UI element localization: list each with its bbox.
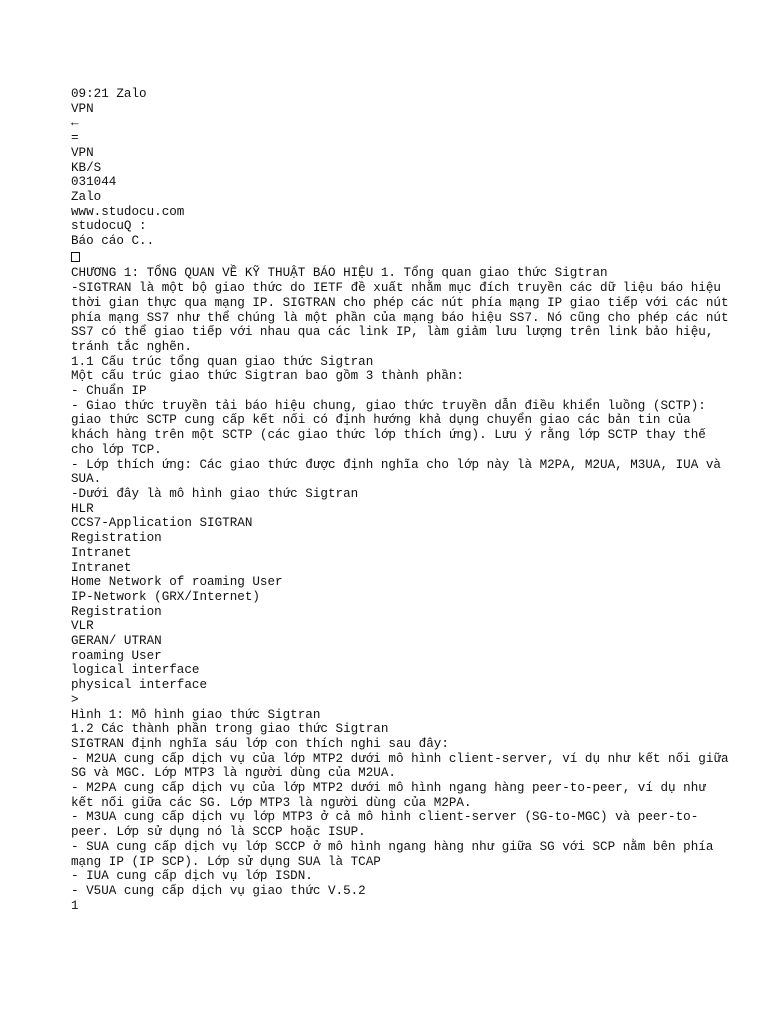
list-item: - V5UA cung cấp dịch vụ giao thức V.5.2	[71, 883, 366, 898]
diagram-label: VLR	[71, 619, 94, 634]
diagram-label: CCS7-Application SIGTRAN	[71, 516, 253, 531]
vpn-label-2: VPN	[71, 145, 94, 160]
back-arrow-icon[interactable]: ←	[71, 116, 79, 131]
url-text[interactable]: www.studocu.com	[71, 204, 185, 219]
paragraph-intro: -SIGTRAN là một bộ giao thức do IETF đề xuất nhằm mục đích truyền các dữ liệu báo hiệu thời gian thực qua mạng IP. SIGTRAN cho phép các nút phía mạng IP giao tiếp với các nút phía mạng SS7 như thể chúng là một phần của mạng báo hiệu SS7. Nó cũng cho phép các nút SS7 có thể giao tiếp với nhau qua các link IP, làm giảm lưu lượng trên link bảo hiệu, tránh tắc nghẽn.	[71, 281, 737, 354]
list-item: - M2UA cung cấp dịch vụ của lớp MTP2 dưới mô hình client-server, ví dụ như kết nối giữa SG và MGC. Lớp MTP3 là người dùng của M2UA.	[71, 751, 737, 781]
list-item: - M2PA cung cấp dịch vụ của lớp MTP2 dưới mô hình ngang hàng peer-to-peer, ví dụ như kết nối giữa các SG. Lớp MTP3 là người dùng của M2PA.	[71, 781, 714, 810]
speed-unit: KB/S	[71, 160, 102, 175]
paragraph: SIGTRAN định nghĩa sáu lớp con thích nghi sau đây:	[71, 736, 449, 751]
diagram-label: >	[71, 692, 79, 707]
section-1-1-heading: 1.1 Cấu trúc tổng quan giao thức Sigtran	[71, 354, 374, 369]
diagram-label: Registration	[71, 604, 162, 619]
diagram-label: GERAN/ UTRAN	[71, 634, 162, 649]
diagram-label: logical interface	[71, 663, 200, 678]
app-name: Zalo	[71, 189, 102, 204]
diagram-label: IP-Network (GRX/Internet)	[71, 589, 260, 604]
document-page	[71, 87, 737, 913]
diagram-label: Registration	[71, 531, 162, 546]
diagram-label: Intranet	[71, 545, 132, 560]
diagram-label: Home Network of roaming User	[71, 575, 283, 590]
diagram-labels	[71, 502, 731, 708]
paragraph: -Dưới đây là mô hình giao thức Sigtran	[71, 486, 359, 501]
list-item: - SUA cung cấp dịch vụ lớp SCCP ở mô hình ngang hàng như giữa SG với SCP nằm bên phía mạng IP (IP SCP). Lớp sử dụng SUA là TCAP	[71, 839, 721, 869]
list-item: - M3UA cung cấp dịch vụ lớp MTP3 ở cả mô hình client-server (SG-to-MGC) và peer-to-peer. Lớp sử dụng nó là SCCP hoặc ISUP.	[71, 810, 699, 840]
vpn-label: VPN	[71, 101, 94, 116]
section-1-2-heading: 1.2 Các thành phần trong giao thức Sigtran	[71, 722, 389, 737]
paragraph: Một cấu trúc giao thức Sigtran bao gồm 3 thành phần:	[71, 369, 464, 384]
menu-icon[interactable]: =	[71, 131, 79, 146]
page-number: 1	[71, 898, 79, 913]
chapter-heading: CHƯƠNG 1: TỔNG QUAN VỀ KỸ THUẬT BÁO HIỆU 1. Tổng quan giao thức Sigtran	[71, 266, 608, 281]
list-item: - IUA cung cấp dịch vụ lớp ISDN.	[71, 869, 313, 884]
site-name: studocuQ :	[71, 219, 147, 234]
list-item: - Lớp thích ứng: Các giao thức được định nghĩa cho lớp này là M2PA, M2UA, M3UA, IUA và SUA.	[71, 457, 729, 487]
list-item: - Chuẩn IP	[71, 384, 147, 399]
diagram-label: HLR	[71, 501, 94, 516]
status-time-app: 09:21 Zalo	[71, 87, 147, 101]
status-code: 031044	[71, 175, 117, 190]
diagram-label: roaming User	[71, 648, 162, 663]
diagram-label: physical interface	[71, 678, 208, 693]
figure-caption: Hình 1: Mô hình giao thức Sigtran	[71, 707, 321, 722]
diagram-label: Intranet	[71, 560, 132, 575]
list-item: - Giao thức truyền tải báo hiệu chung, giao thức truyền dẫn điều khiển luồng (SCTP): giao thức SCTP cung cấp kết nối có định hướng khả dụng chuyển giao các bản tin của khách hàng trên một SCTP (các giao thức lớp thích ứng). Lưu ý rằng lớp SCTP thay thế cho lớp TCP.	[71, 398, 714, 457]
document-title: Báo cáo C..	[71, 234, 155, 249]
placeholder-box-icon	[71, 249, 731, 267]
